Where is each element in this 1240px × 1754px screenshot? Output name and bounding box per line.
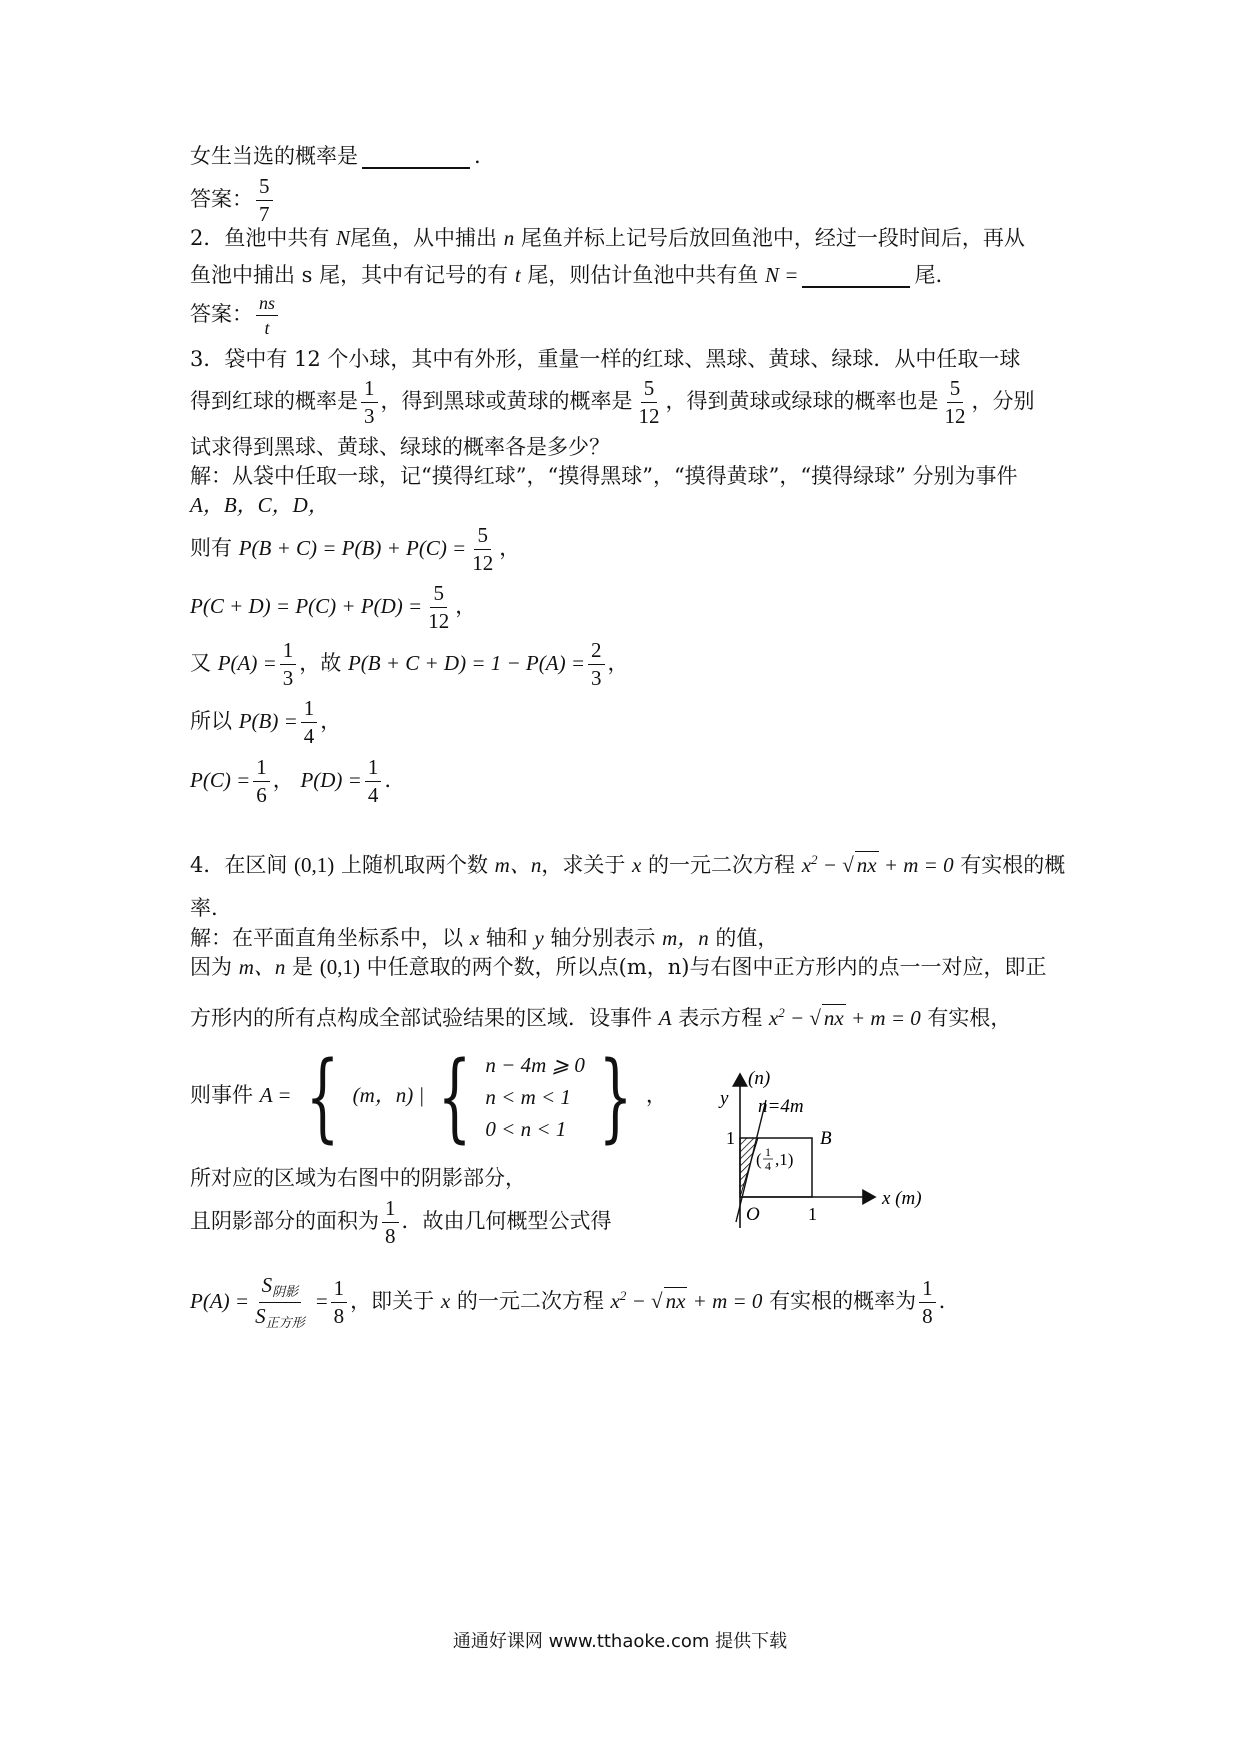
n-label: (n) xyxy=(748,1068,771,1089)
probability-region-figure xyxy=(690,1060,950,1250)
q4-sol5: 所对应的区域为右图中的阴影部分， xyxy=(190,1166,526,1190)
q3-eq2: P(C + D) = P(C) + P(D) = $\frac{5}{12}$ ， xyxy=(190,581,477,633)
origin-label: O xyxy=(746,1204,760,1225)
line-label: n=4m xyxy=(758,1096,804,1117)
q4-final: P(A) = $\frac{S_{阴影}}{S_{正方形}}$ = $\frac{1}{8}$ ，即关于 x 的一元二次方程 $x^2$ − √ nx + m = 0 有实根的概率为 $\frac{1}{8}$ . xyxy=(190,1273,946,1331)
answer-fraction: $\frac{ns}{t}$ xyxy=(256,294,278,337)
y-one-label: 1 xyxy=(726,1128,735,1148)
answer-blank xyxy=(802,264,910,288)
q4-sol3: 方形内的所有点构成全部试验结果的区域．设事件 A 表示方程 $x^2$ − √ nx + m = 0 有实根， xyxy=(190,1005,1012,1030)
x-label: x (m) xyxy=(882,1188,922,1209)
y-label: y xyxy=(720,1088,729,1109)
q1-line: 女生当选的概率是 . xyxy=(190,144,481,168)
q3-line4: 解：从袋中任取一球，记“摸得红球”，“摸得黑球”，“摸得黄球”，“摸得绿球” 分别为事件 xyxy=(190,464,1018,488)
q4-line1: 4．在区间 (0,1) 上随机取两个数 m、n，求关于 x 的一元二次方程 $x^2$ − √ nx + m = 0 有实根的概 xyxy=(190,852,1066,877)
q4-event-set: 则事件 A = { (m，n) | { n − 4m ⩾ 0 n < m < 1 0 < n < 1 } ， xyxy=(190,1040,667,1153)
point-label-open: ( xyxy=(756,1150,762,1169)
area-ratio: $\frac{S_{阴影}}{S_{正方形}}$ xyxy=(255,1273,305,1331)
q2-line1: 2．鱼池中共有 N尾鱼，从中捕出 n 尾鱼并标上记号后放回鱼池中，经过一段时间后，再从 xyxy=(190,226,1025,250)
q2-line2: 鱼池中捕出 s 尾，其中有记号的有 t 尾，则估计鱼池中共有鱼 N = 尾. xyxy=(190,263,943,287)
x-one-label: 1 xyxy=(808,1204,817,1224)
q4-sol2: 因为 m、n 是 (0,1) 中任意取的两个数，所以点(m，n)与右图中正方形内的点一一对应，即正 xyxy=(190,955,1047,979)
q3-eq3: 又 P(A) = $\frac{1}{3}$ ，故 P(B + C + D) = 1 − P(A) = $\frac{2}{3}$ ， xyxy=(190,638,629,690)
q2-answer: 答案： $\frac{ns}{t}$ xyxy=(190,294,281,337)
point-label-num: 1 xyxy=(765,1145,771,1159)
q3-line5: A，B，C，D， xyxy=(190,493,329,517)
q1-answer: 答案： $\frac{5}{7}$ xyxy=(190,176,276,225)
answer-fraction: $\frac{5}{7}$ xyxy=(256,176,273,225)
answer-blank xyxy=(362,145,470,169)
condition-list: n − 4m ⩾ 0 n < m < 1 0 < n < 1 xyxy=(485,1052,585,1141)
left-brace: { xyxy=(305,1040,339,1153)
point-b-label: B xyxy=(820,1128,832,1149)
q3-line3: 试求得到黑球、黄球、绿球的概率各是多少？ xyxy=(190,435,610,459)
q4-sol6: 且阴影部分的面积为 $\frac{1}{8}$ ．故由几何概型公式得 xyxy=(190,1196,612,1248)
point-label-rest: ,1) xyxy=(775,1150,794,1169)
q3-eq1: 则有 P(B + C) = P(B) + P(C) = $\frac{5}{12}$ ， xyxy=(190,523,521,575)
q4-line2: 率. xyxy=(190,896,218,920)
q3-line2: 得到红球的概率是 $\frac{1}{3}$ ，得到黑球或黄球的概率是 $\frac{5}{12}$ ，得到黄球或绿球的概率也是 $\frac{5}{12}$ ，分别 xyxy=(190,376,1035,428)
left-brace: { xyxy=(438,1040,472,1153)
right-brace: } xyxy=(598,1040,633,1153)
q4-sol1: 解：在平面直角坐标系中，以 x 轴和 y 轴分别表示 m，n 的值， xyxy=(190,926,779,950)
point-label-den: 4 xyxy=(765,1159,771,1173)
q3-line1: 3．袋中有 12 个小球，其中有外形，重量一样的红球、黑球、黄球、绿球．从中任取一球 xyxy=(190,347,1021,371)
q3-eq4: 所以 P(B) = $\frac{1}{4}$ ， xyxy=(190,696,342,748)
q3-eq5: P(C) = $\frac{1}{6}$ ， P(D) = $\frac{1}{4}$ . xyxy=(190,755,392,807)
footer: 通通好课网 www.tthaoke.com 提供下载 xyxy=(452,1631,788,1652)
